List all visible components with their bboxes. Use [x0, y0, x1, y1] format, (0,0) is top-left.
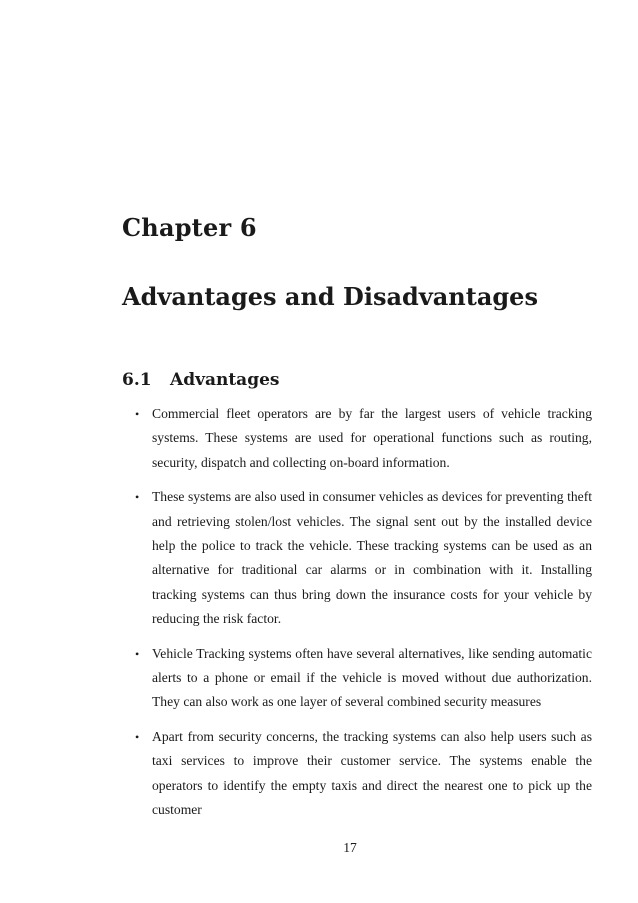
- list-item-text: These systems are also used in consumer vehicles as devices for preventing theft and retrieving stolen/lost vehicles. The signal sent out by the installed device help the police to track the vehicle. These tracking systems can be used as an alternative for traditional car alarms or in combination with it. Installing tracking systems can thus bring down the insurance costs for your vehicle by reducing the risk factor.: [152, 489, 592, 627]
- list-item: [122, 402, 592, 475]
- section-heading: [122, 370, 279, 390]
- advantages-list: [122, 402, 592, 833]
- section-number: 6.1: [122, 370, 152, 390]
- page-number: 17: [343, 840, 357, 855]
- list-item: [122, 725, 592, 823]
- list-item-text: Commercial fleet operators are by far the largest users of vehicle tracking systems. These systems are used for operational functions such as routing, security, dispatch and collecting on-board information.: [152, 406, 592, 470]
- chapter-title: Advantages and Disadvantages: [122, 282, 538, 311]
- list-item-text: Vehicle Tracking systems often have several alternatives, like sending automatic alerts to a phone or email if the vehicle is moved without due authorization. They can also work as one layer of several combined security measures: [152, 645, 592, 710]
- bullet-icon: •: [135, 646, 140, 661]
- list-item: [122, 485, 592, 631]
- list-item-text: Apart from security concerns, the tracking systems can also help users such as taxi services to improve their customer service. The systems enable the operators to identify the empty taxis and direct the nearest one to pick up the customer: [152, 728, 592, 818]
- list-item: [122, 642, 592, 715]
- bullet-icon: •: [135, 729, 140, 744]
- chapter-label: Chapter 6: [122, 213, 257, 242]
- bullet-icon: •: [135, 407, 140, 421]
- section-title: Advantages: [170, 370, 280, 390]
- bullet-icon: •: [135, 490, 140, 505]
